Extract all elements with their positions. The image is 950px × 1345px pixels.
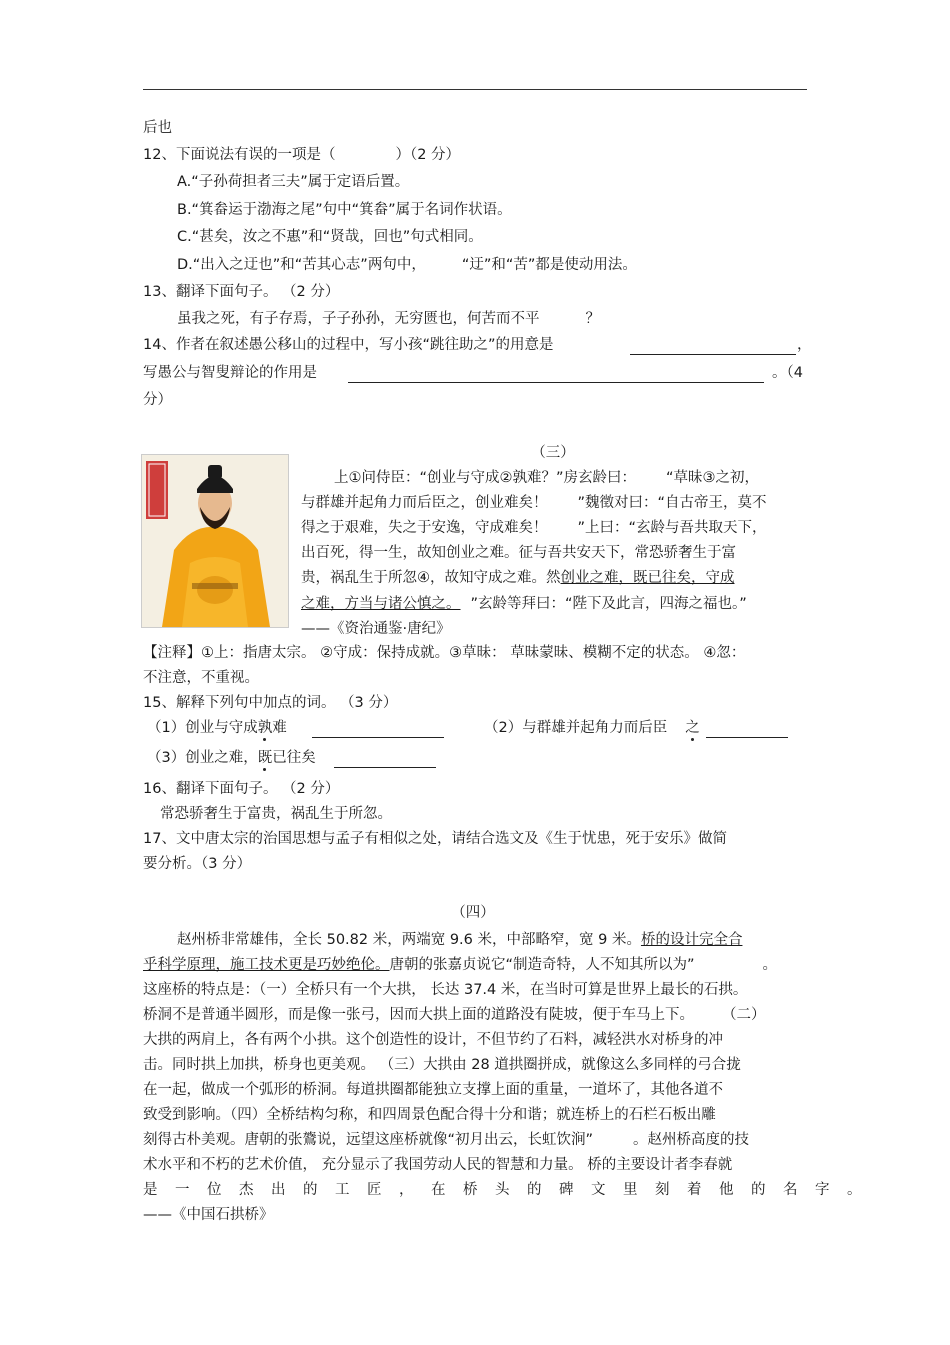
q12-option-d: D.“出入之迂也”和“苦其心志”两句中， “迂”和“苦”都是使动用法。 (177, 257, 637, 273)
q14-answer-blank-2[interactable] (348, 368, 764, 383)
passage3-line-3: 得之于艰难，失之于安逸，守成难矣！ ”上曰：“玄龄与吾共取天下， (301, 520, 767, 536)
passage4-line-11: 是一位杰出的工匠，在桥头的碑文里刻着他的名字。 (143, 1182, 879, 1198)
notes-line-1: 【注释】①上：指唐太宗。 ②守成：保持成就。③草昧： 草昧蒙昧、模糊不定的状态。 ④忽： (143, 645, 746, 661)
passage3-line-5: 贵，祸乱生于所忽④，故知守成之难。然创业之难，既已往矣，守成 (301, 570, 735, 586)
passage3-line-4: 出百死，得一生，故知创业之难。征与吾共安天下，常恐骄奢生于富 (301, 545, 736, 561)
q13-sentence: 虽我之死，有子存焉，子子孙孙，无穷匮也，何苦而不平 ？ (177, 311, 600, 327)
section4-title: （四） (451, 905, 495, 921)
passage4-line-3: 这座桥的特点是：（一）全桥只有一个大拱， 长达 37.4 米，在当时可算是世界上最长的石拱。 (143, 982, 748, 998)
passage4-line-8: 致受到影响。（四）全桥结构匀称，和四周景色配合得十分和谐；就连桥上的石栏石板出雕 (143, 1107, 716, 1123)
passage4-line-10: 术水平和不朽的艺术价值， 充分显示了我国劳动人民的智慧和力量。 桥的主要设计者李春就 (143, 1157, 733, 1173)
passage4-line-9: 刻得古朴美观。唐朝的张鷟说，远望这座桥就像“初月出云，长虹饮涧” 。赵州桥高度的技 (143, 1132, 750, 1148)
q14-score: 。（4 (772, 365, 803, 381)
passage4-line-5: 大拱的两肩上，各有两个小拱。这个创造性的设计，不但节约了石料，减轻洪水对桥身的冲 (143, 1032, 723, 1048)
emperor-portrait-icon (141, 454, 289, 628)
q17-line2: 要分析。（3 分） (143, 856, 252, 872)
passage4-line-7: 在一起，做成一个弧形的桥洞。每道拱圈都能独立支撑上面的重量，一道坏了，其他各道不 (143, 1082, 723, 1098)
q15-stem: 15、解释下列句中加点的词。 （3 分） (143, 695, 398, 711)
portrait-svg (142, 455, 288, 627)
header-rule (143, 89, 807, 90)
q15-item-1: （1）创业与守成孰难 (147, 720, 287, 736)
passage4-line-1: 赵州桥非常雄伟，全长 50.82 米，两端宽 9.6 米，中部略窄，宽 9 米。桥的设计完全合 (177, 932, 743, 948)
q16-stem: 16、翻译下面句子。 （2 分） (143, 781, 340, 797)
passage4-line-6: 击。同时拱上加拱，桥身也更美观。 （三）大拱由 28 道拱圈拼成，就像这么多同样的弓合拢 (143, 1057, 741, 1073)
q14-line1: 14、作者在叙述愚公移山的过程中，写小孩“跳往助之”的用意是 (143, 337, 554, 353)
q16-sentence: 常恐骄奢生于富贵，祸乱生于所忽。 (160, 806, 392, 822)
q15-blank-3[interactable] (334, 753, 436, 768)
q14-comma: ， (797, 337, 812, 353)
q12-option-c: C.“甚矣，汝之不惠”和“贤哉，回也”句式相同。 (177, 229, 483, 245)
q12-option-b: B.“箕畚运于渤海之尾”句中“箕畚”属于名词作状语。 (177, 202, 512, 218)
passage4-source: ——《中国石拱桥》 (143, 1207, 274, 1223)
passage3-source: ——《资治通鉴·唐纪》 (301, 621, 451, 637)
q13-stem: 13、翻译下面句子。 （2 分） (143, 284, 340, 300)
passage4-line-2: 乎科学原理，施工技术更是巧妙绝伦。唐朝的张嘉贞说它“制造奇特，人不知其所以为” 。 (143, 957, 778, 973)
q15-blank-2[interactable] (706, 723, 788, 738)
q12-option-a: A.“子孙荷担者三夫”属于定语后置。 (177, 174, 410, 190)
passage4-line-4: 桥洞不是普通半圆形，而是像一张弓，因而大拱上面的道路没有陡坡，便于车马上下。 （二） (143, 1007, 766, 1023)
q15-item-2: （2）与群雄并起角力而后臣 之 (484, 720, 700, 736)
q17-line1: 17、文中唐太宗的治国思想与孟子有相似之处，请结合选文及《生于忧患，死于安乐》做简 (143, 831, 727, 847)
q14-answer-blank-1[interactable] (630, 340, 796, 355)
notes-line-2: 不注意，不重视。 (143, 670, 259, 686)
q14-line3: 分） (143, 392, 172, 408)
intro-fragment: 后也 (143, 120, 172, 136)
passage3-line-6: 之难，方当与诸公慎之。 ”玄龄等拜曰：“陛下及此言，四海之福也。” (301, 596, 747, 612)
q15-item-3: （3）创业之难，既已往矣 (147, 750, 316, 766)
passage3-line-1: 上①问侍臣：“创业与守成②孰难？”房玄龄曰： “草昧③之初， (334, 470, 760, 486)
q14-line2: 写愚公与智叟辩论的作用是 (143, 365, 317, 381)
q12-stem: 12、下面说法有误的一项是（ ）（2 分） (143, 147, 461, 163)
section3-title: （三） (531, 445, 575, 461)
passage3-line-2: 与群雄并起角力而后臣之，创业难矣！ ”魏徵对曰：“自古帝王，莫不 (301, 495, 767, 511)
q15-blank-1[interactable] (312, 723, 444, 738)
